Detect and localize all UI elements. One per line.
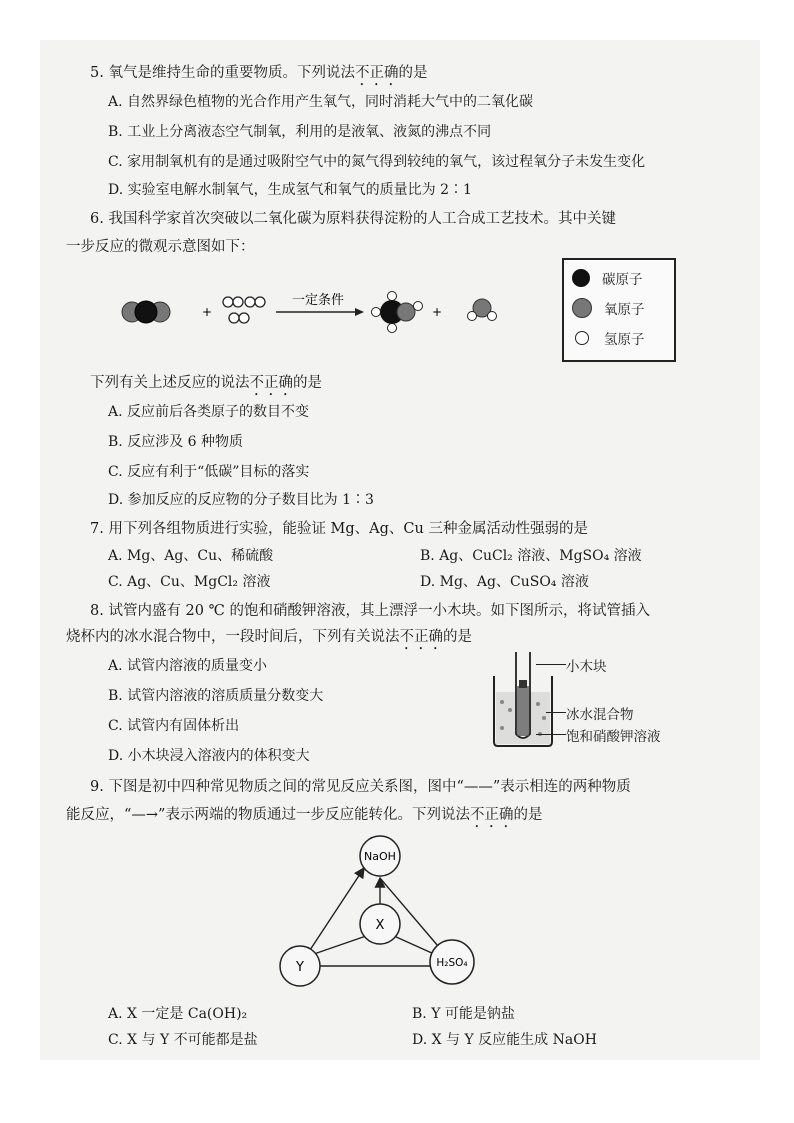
label-ice-water: 冰水混合物 — [566, 707, 634, 723]
beaker-diagram — [488, 648, 558, 748]
q5-option-b: B. 工业上分离液态空气制氧，利用的是液氧、液氮的沸点不同 — [108, 124, 492, 140]
label-kno3-solution: 饱和硝酸钾溶液 — [566, 729, 661, 745]
legend-carbon: 碳原子 — [572, 268, 643, 288]
q6-stem-line2: 一步反应的微观示意图如下： — [66, 239, 255, 255]
svg-text:NaOH: NaOH — [364, 850, 396, 863]
q6-sub-stem: 下列有关上述反应的说法不正确的是 — [90, 375, 322, 391]
q9-option-d: D. X 与 Y 反应能生成 NaOH — [412, 1032, 597, 1048]
q9-option-a: A. X 一定是 Ca(OH)₂ — [108, 1006, 248, 1022]
reaction-condition: 一定条件 — [292, 293, 345, 308]
q5-stem-emphasis: 不正确 — [354, 65, 399, 81]
q7-option-d: D. Mg、Ag、CuSO₄ 溶液 — [420, 574, 589, 590]
label-leader-wood — [536, 664, 566, 665]
line-x-y — [314, 936, 366, 954]
q9-option-c: C. X 与 Y 不可能都是盐 — [108, 1032, 258, 1048]
label-leader-solution — [536, 734, 566, 735]
q9-relation-diagram — [270, 832, 490, 1002]
q8-stem-line1: 8. 试管内盛有 20 ℃ 的饱和硝酸钾溶液，其上漂浮一小木块。如下图所示，将试管插入 — [90, 603, 650, 619]
q5-option-a: A. 自然界绿色植物的光合作用产生氧气，同时消耗大气中的二氧化碳 — [108, 94, 534, 110]
carbon-atom-icon — [572, 269, 590, 287]
svg-text:Y: Y — [296, 960, 304, 975]
label-leader-ice — [546, 712, 566, 713]
q5-option-d: D. 实验室电解水制氧气，生成氢气和氧气的质量比为 2∶1 — [108, 182, 472, 198]
q5-option-c: C. 家用制氧机有的是通过吸附空气中的氮气得到较纯的氧气，该过程氧分子未发生变化 — [108, 154, 646, 170]
q7-option-b: B. Ag、CuCl₂ 溶液、MgSO₄ 溶液 — [420, 548, 642, 564]
q7-option-c: C. Ag、Cu、MgCl₂ 溶液 — [108, 574, 271, 590]
legend-hydrogen: 氢原子 — [572, 328, 645, 348]
label-wood-block: 小木块 — [566, 659, 607, 675]
q8-option-b: B. 试管内溶液的溶质质量分数变大 — [108, 688, 324, 704]
plus-sign-2: + — [432, 305, 443, 319]
svg-text:H₂SO₄: H₂SO₄ — [436, 957, 468, 969]
svg-text:X: X — [375, 918, 385, 933]
q5-stem — [90, 62, 710, 89]
q8-stem-line2: 烧杯内的冰水混合物中，一段时间后，下列有关说法不正确的是 — [66, 629, 472, 645]
q7-option-a: A. Mg、Ag、Cu、稀硫酸 — [108, 548, 274, 564]
q6-option-b: B. 反应涉及 6 种物质 — [108, 434, 243, 450]
q8-option-d: D. 小木块浸入溶液内的体积变大 — [108, 748, 310, 764]
h2-molecules — [223, 297, 265, 323]
co2-molecule — [122, 301, 170, 323]
q6-option-a: A. 反应前后各类原子的数目不变 — [108, 404, 310, 420]
oxygen-atom-icon — [572, 298, 592, 318]
q6-reaction-diagram — [110, 282, 560, 342]
q9-stem-line2: 能反应，“—→”表示两端的物质通过一步反应能转化。下列说法不正确的是 — [66, 807, 543, 823]
legend-oxygen: 氧原子 — [572, 298, 645, 318]
q5-stem-pre: 5. 氧气是维持生命的重要物质。下列说法 — [90, 65, 355, 81]
q6-option-d: D. 参加反应的反应物的分子数目比为 1∶3 — [108, 492, 374, 508]
q9-stem-line1: 9. 下图是初中四种常见物质之间的常见反应关系图，图中“——”表示相连的两种物质 — [90, 779, 631, 795]
q7-stem: 7. 用下列各组物质进行实验，能验证 Mg、Ag、Cu 三种金属活动性强弱的是 — [90, 521, 588, 537]
q5-stem-post: 的是 — [398, 65, 428, 81]
q8-option-a: A. 试管内溶液的质量变小 — [108, 658, 268, 674]
arrow-y-to-naoh — [310, 868, 364, 950]
methanol-molecule — [372, 292, 423, 333]
q8-option-c: C. 试管内有固体析出 — [108, 718, 240, 734]
q6-stem-line1: 6. 我国科学家首次突破以二氧化碳为原料获得淀粉的人工合成工艺技术。其中关键 — [90, 211, 616, 227]
water-molecule — [468, 299, 497, 321]
reaction-arrowhead — [355, 308, 364, 316]
plus-sign-1: + — [202, 305, 213, 319]
q9-option-b: B. Y 可能是钠盐 — [412, 1006, 515, 1022]
line-x-h2so4 — [394, 936, 434, 954]
atom-legend — [562, 258, 676, 362]
hydrogen-atom-icon — [575, 331, 589, 345]
q6-option-c: C. 反应有利于“低碳”目标的落实 — [108, 464, 310, 480]
